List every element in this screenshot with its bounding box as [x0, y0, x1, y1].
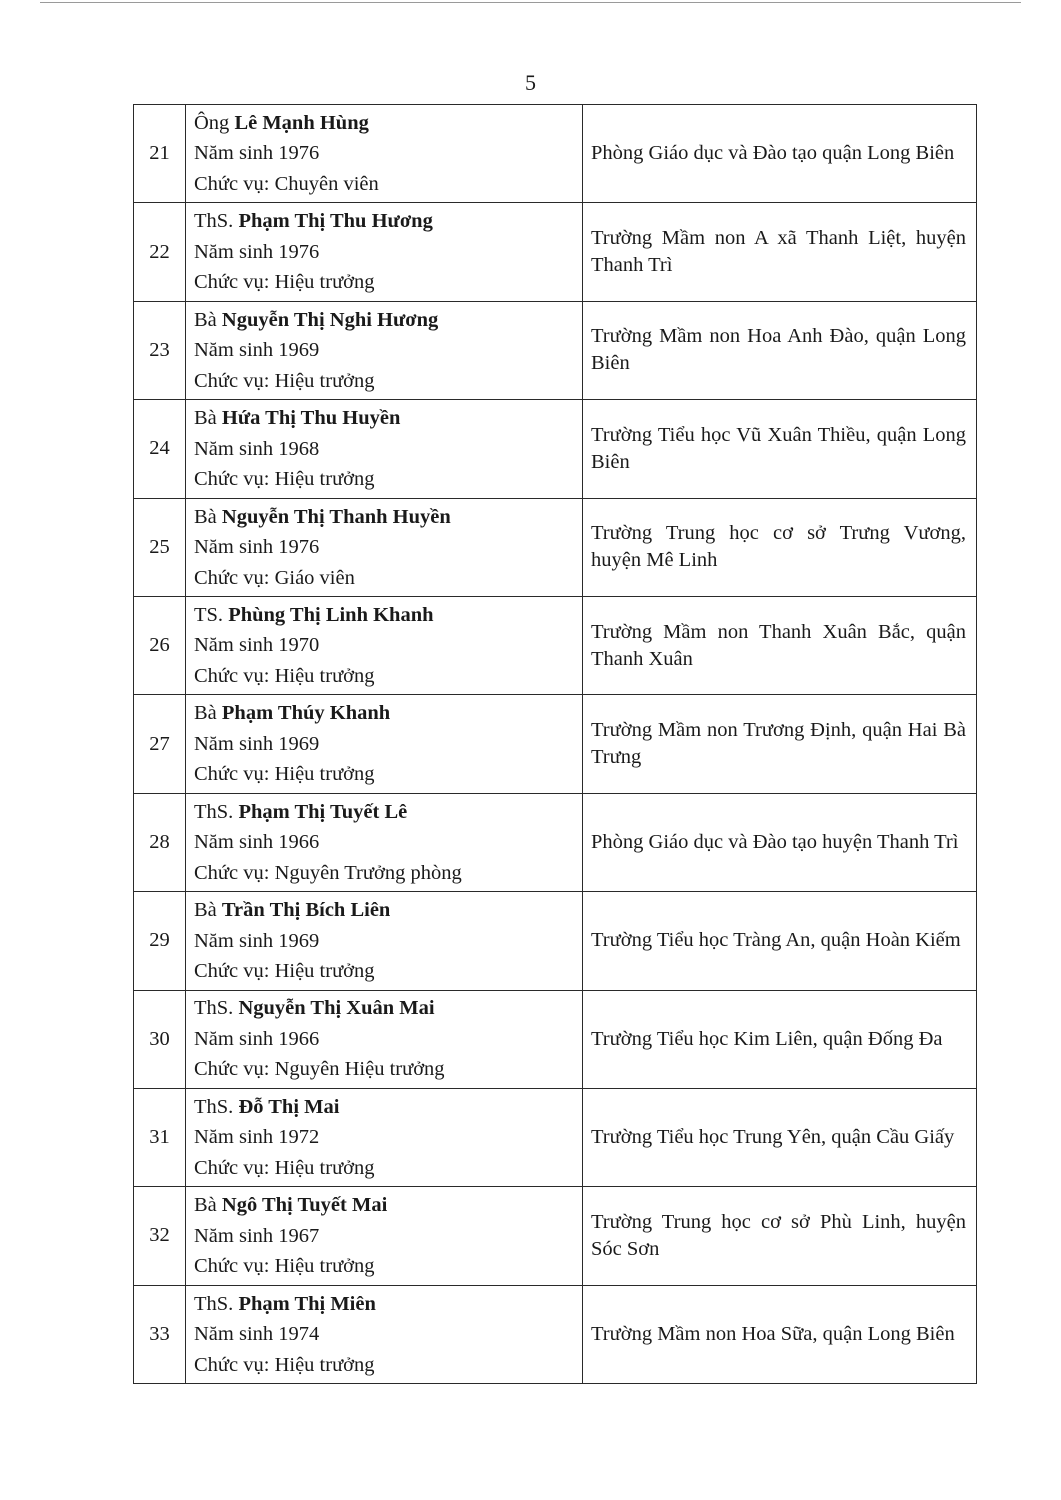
birth-year: Năm sinh 1976	[194, 240, 320, 263]
honorific: Bà	[194, 505, 217, 528]
job-position: Chức vụ: Hiệu trưởng	[194, 664, 375, 687]
person-name-line	[194, 206, 582, 237]
row-number: 26	[134, 596, 186, 694]
honorific: Bà	[194, 1194, 217, 1217]
person-name-line	[194, 108, 582, 139]
birth-year: Năm sinh 1969	[194, 929, 320, 952]
organization-cell: Trường Mầm non Hoa Anh Đào, quận Long Biên	[583, 301, 977, 399]
honorific: Ông	[194, 111, 230, 134]
organization-cell: Trường Mầm non Thanh Xuân Bắc, quận Thanh Xuân	[583, 596, 977, 694]
honorific: Bà	[194, 407, 217, 430]
row-number: 22	[134, 203, 186, 301]
birth-year: Năm sinh 1967	[194, 1224, 320, 1247]
person-cell	[186, 498, 583, 596]
birth-year: Năm sinh 1976	[194, 536, 320, 558]
table-row	[134, 105, 977, 203]
honorific: ThS.	[194, 210, 234, 233]
person-name-line	[194, 698, 582, 729]
job-position: Chức vụ: Hiệu trưởng	[194, 468, 375, 491]
honorific: TS.	[194, 603, 224, 626]
row-number: 29	[134, 892, 186, 990]
birth-year: Năm sinh 1968	[194, 437, 320, 460]
organization-cell: Phòng Giáo dục và Đào tạo huyện Thanh Trì	[583, 793, 977, 891]
person-cell	[186, 301, 583, 399]
row-number: 28	[134, 793, 186, 891]
table-row	[134, 400, 977, 498]
table-row	[134, 1187, 977, 1285]
organization-cell: Trường Trung học cơ sở Phù Linh, huyện Sóc Sơn	[583, 1187, 977, 1285]
person-cell	[186, 105, 583, 203]
person-cell	[186, 203, 583, 301]
organization-cell: Trường Mầm non Hoa Sữa, quận Long Biên	[583, 1285, 977, 1383]
person-cell	[186, 892, 583, 990]
job-position: Chức vụ: Hiệu trưởng	[194, 369, 375, 392]
person-name: Ngô Thị Tuyết Mai	[221, 1194, 388, 1217]
person-name-line	[194, 600, 582, 631]
job-position: Chức vụ: Hiệu trưởng	[194, 1156, 375, 1179]
table-row	[134, 301, 977, 399]
person-name: Đỗ Thị Mai	[238, 1095, 340, 1118]
table-row	[134, 1285, 977, 1383]
honorific: Bà	[194, 899, 217, 922]
person-name-line	[194, 993, 582, 1024]
honorific: Bà	[194, 702, 217, 725]
honorific: Bà	[194, 308, 217, 331]
honorific: ThS.	[194, 800, 234, 823]
organization-cell: Trường Tiểu học Vũ Xuân Thiều, quận Long Biên	[583, 400, 977, 498]
person-cell	[186, 596, 583, 694]
job-position: Chức vụ: Hiệu trưởng	[194, 960, 375, 983]
honorific: ThS.	[194, 997, 234, 1020]
row-number: 21	[134, 105, 186, 203]
row-number: 27	[134, 695, 186, 793]
row-number: 30	[134, 990, 186, 1088]
birth-year: Năm sinh 1972	[194, 1126, 320, 1149]
person-cell	[186, 793, 583, 891]
person-name-line	[194, 1092, 582, 1123]
roster-table-body	[134, 105, 977, 1384]
honorific: ThS.	[194, 1095, 234, 1118]
table-row	[134, 498, 977, 596]
person-name: Phạm Thị Miên	[238, 1292, 376, 1315]
organization-cell: Trường Mầm non A xã Thanh Liệt, huyện Thanh Trì	[583, 203, 977, 301]
row-number: 23	[134, 301, 186, 399]
birth-year: Năm sinh 1969	[194, 732, 320, 755]
job-position: Chức vụ: Hiệu trưởng	[194, 1255, 375, 1278]
person-name: Nguyễn Thị Nghi Hương	[221, 308, 439, 331]
organization-cell: Trường Mầm non Trương Định, quận Hai Bà Trưng	[583, 695, 977, 793]
person-name-line	[194, 895, 582, 926]
person-name: Hứa Thị Thu Huyền	[221, 407, 401, 430]
person-name-line	[194, 305, 582, 336]
birth-year: Năm sinh 1969	[194, 339, 320, 362]
table-row	[134, 1088, 977, 1186]
person-cell	[186, 1285, 583, 1383]
job-position: Chức vụ: Nguyên Hiệu trưởng	[194, 1058, 445, 1081]
honorific: ThS.	[194, 1292, 234, 1315]
birth-year: Năm sinh 1974	[194, 1323, 320, 1346]
table-row	[134, 695, 977, 793]
person-name: Phạm Thị Tuyết Lê	[238, 800, 408, 823]
person-name-line	[194, 1289, 582, 1320]
table-row	[134, 892, 977, 990]
person-name: Trần Thị Bích Liên	[221, 899, 391, 922]
table-row	[134, 990, 977, 1088]
person-name: Nguyễn Thị Xuân Mai	[238, 997, 435, 1020]
job-position: Chức vụ: Giáo viên	[194, 566, 355, 589]
job-position: Chức vụ: Hiệu trưởng	[194, 271, 375, 294]
person-name: Phạm Thị Thu Hương	[238, 210, 433, 233]
person-cell	[186, 695, 583, 793]
person-cell	[186, 400, 583, 498]
row-number: 24	[134, 400, 186, 498]
roster-table	[133, 104, 977, 1384]
person-name-line	[194, 403, 582, 434]
top-border-line	[40, 2, 1021, 3]
person-name: Phạm Thúy Khanh	[221, 702, 391, 725]
organization-cell: Trường Tiểu học Kim Liên, quận Đống Đa	[583, 990, 977, 1088]
job-position: Chức vụ: Hiệu trưởng	[194, 763, 375, 786]
page-number: 5	[525, 70, 536, 95]
job-position: Chức vụ: Hiệu trưởng	[194, 1353, 375, 1376]
person-name-line	[194, 797, 582, 828]
table-row	[134, 596, 977, 694]
birth-year: Năm sinh 1976	[194, 142, 320, 165]
person-name-line	[194, 502, 582, 533]
person-cell	[186, 1088, 583, 1186]
person-name-line	[194, 1190, 582, 1221]
row-number: 25	[134, 498, 186, 596]
person-cell	[186, 990, 583, 1088]
birth-year: Năm sinh 1966	[194, 1027, 320, 1050]
person-name: Lê Mạnh Hùng	[234, 111, 369, 134]
job-position: Chức vụ: Nguyên Trưởng phòng	[194, 861, 462, 884]
organization-cell: Trường Trung học cơ sở Trưng Vương, huyện Mê Linh	[583, 498, 977, 596]
person-name: Nguyễn Thị Thanh Huyền	[221, 505, 451, 528]
birth-year: Năm sinh 1966	[194, 831, 320, 854]
row-number: 33	[134, 1285, 186, 1383]
birth-year: Năm sinh 1970	[194, 634, 320, 657]
organization-cell: Trường Tiểu học Tràng An, quận Hoàn Kiếm	[583, 892, 977, 990]
table-row	[134, 793, 977, 891]
table-row	[134, 203, 977, 301]
job-position: Chức vụ: Chuyên viên	[194, 172, 379, 195]
row-number: 31	[134, 1088, 186, 1186]
person-name: Phùng Thị Linh Khanh	[228, 603, 434, 626]
person-cell	[186, 1187, 583, 1285]
row-number: 32	[134, 1187, 186, 1285]
organization-cell: Phòng Giáo dục và Đào tạo quận Long Biên	[583, 105, 977, 203]
organization-cell: Trường Tiểu học Trung Yên, quận Cầu Giấy	[583, 1088, 977, 1186]
